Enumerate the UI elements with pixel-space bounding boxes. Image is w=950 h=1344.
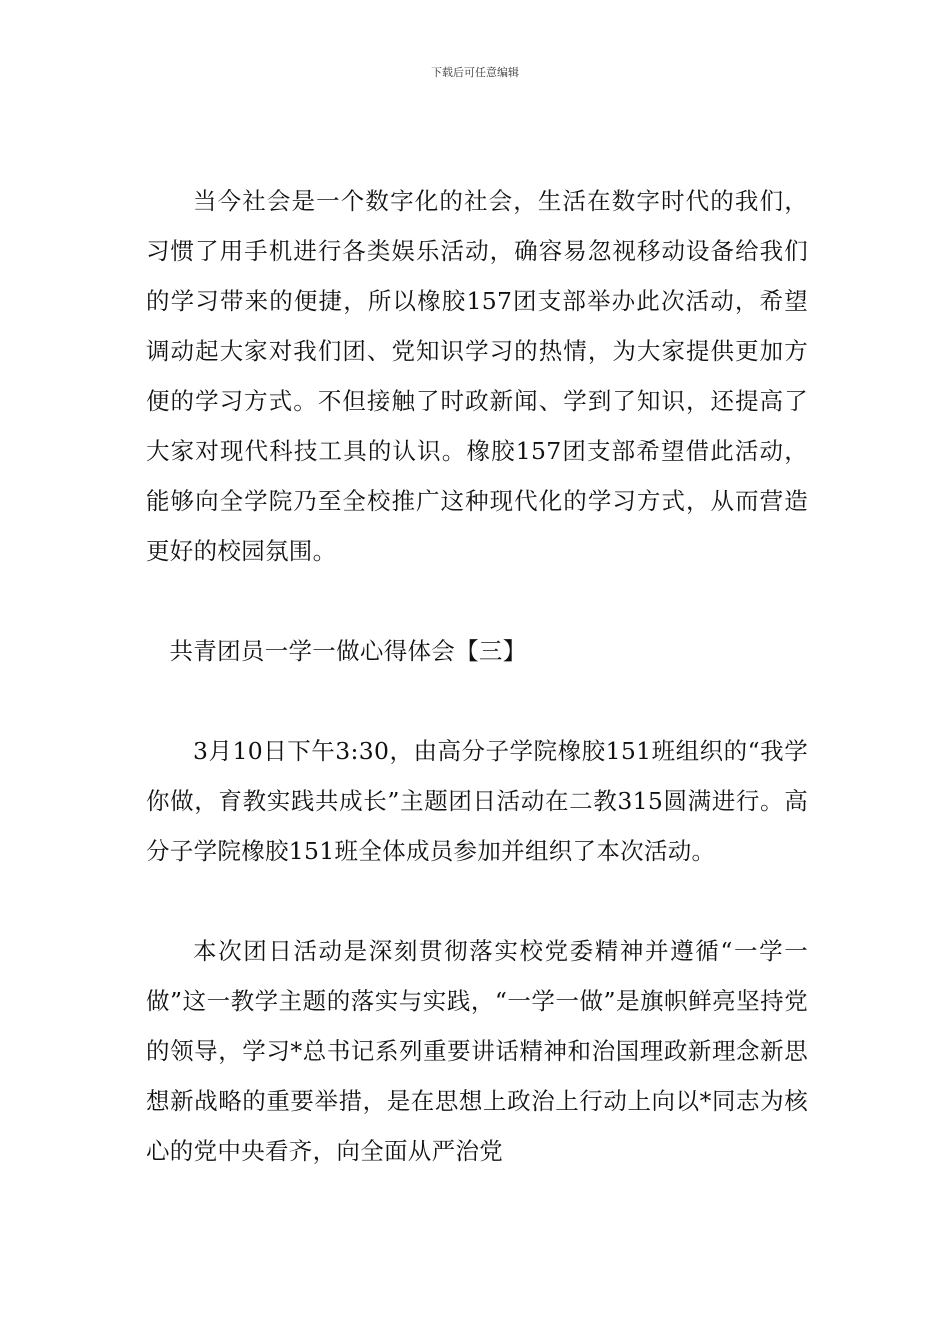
document-body	[146, 176, 808, 1176]
body-paragraph: 3月10日下午3:30，由高分子学院橡胶151班组织的“我学你做，育教实践共成长”主题团日活动在二教315圆满进行。高分子学院橡胶151班全体成员参加并组织了本次活动。	[146, 737, 808, 865]
body-paragraph: 本次团日活动是深刻贯彻落实校党委精神并遵循“一学一做”这一教学主题的落实与实践，“一学一做”是旗帜鲜亮坚持党的领导，学习*总书记系列重要讲话精神和治国理政新理念新思想新战略的重要举措，是在思想上政治上行动上向以*同志为核心的党中央看齐，向全面从严治党	[146, 937, 808, 1165]
body-paragraph: 当今社会是一个数字化的社会，生活在数字时代的我们，习惯了用手机进行各类娱乐活动，确容易忽视移动设备给我们的学习带来的便捷，所以橡胶157团支部举办此次活动，希望调动起大家对我们团、党知识学习的热情，为大家提供更加方便的学习方式。不但接触了时政新闻、学到了知识，还提高了大家对现代科技工具的认识。橡胶157团支部希望借此活动，能够向全学院乃至全校推广这种现代化的学习方式，从而营造更好的校园氛围。	[146, 187, 808, 565]
page-header: 下载后可任意编辑	[431, 66, 519, 79]
section-heading: 共青团员一学一做心得体会【三】	[169, 637, 527, 665]
